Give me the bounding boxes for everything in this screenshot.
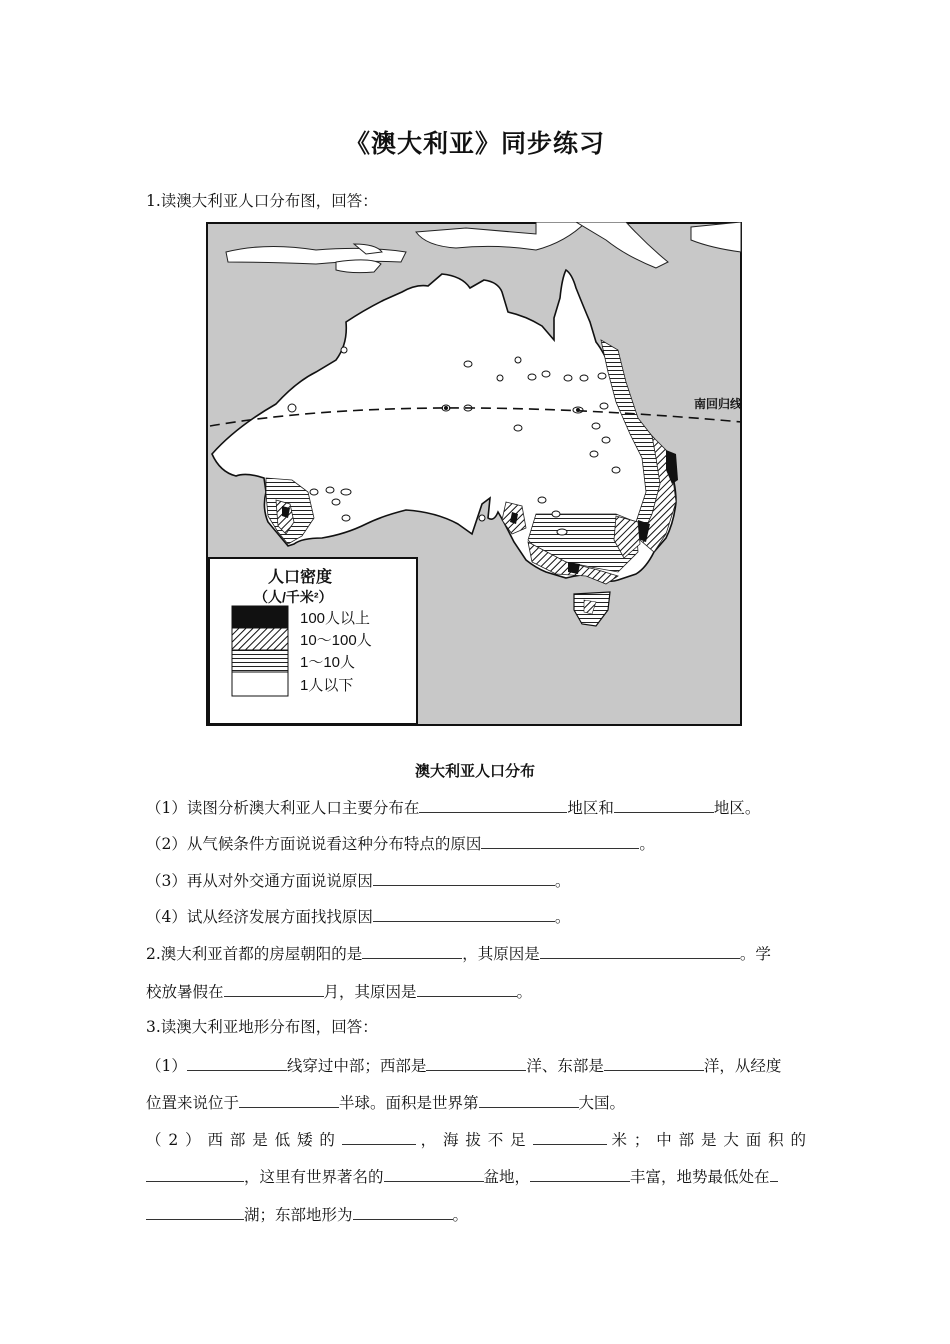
q1-sub1-text-b: 地区和 xyxy=(567,799,614,817)
legend-title: 人口密度 xyxy=(268,569,333,586)
q1-sub4-text-b: 。 xyxy=(554,908,571,926)
map-caption: 澳大利亚人口分布 xyxy=(414,762,535,780)
q1-sub3-text-b: 。 xyxy=(554,872,571,890)
q3-sub2-line2 xyxy=(146,1166,808,1187)
q1-sub2 xyxy=(146,833,808,854)
q2-text-a: 2.澳大利亚首都的房屋朝阳的是 xyxy=(146,945,363,963)
q3-sub2-line3 xyxy=(146,1204,808,1225)
answer-blank[interactable] xyxy=(479,1092,579,1108)
answer-blank[interactable] xyxy=(604,1055,704,1071)
q3-s2-text-h: 。 xyxy=(452,1206,469,1224)
answer-blank[interactable] xyxy=(373,906,555,922)
q1-sub4 xyxy=(146,906,808,927)
q3-s2-text-a: （2）西部是低矮的 xyxy=(146,1131,342,1149)
q2-text-b: ，其原因是 xyxy=(462,945,540,963)
answer-blank[interactable] xyxy=(146,1204,244,1220)
legend-item-medium: 10～100人 xyxy=(300,632,372,649)
question-3-stem: 3.读澳大利亚地形分布图，回答： xyxy=(146,1018,378,1036)
answer-blank[interactable] xyxy=(224,981,324,997)
answer-blank[interactable] xyxy=(481,833,639,849)
q3-sub1-line1 xyxy=(146,1055,808,1076)
q3-s2-text-b: ，海拔不足 xyxy=(415,1131,533,1149)
q3-s1-text-a: （1） xyxy=(146,1057,187,1075)
answer-blank[interactable] xyxy=(530,1166,630,1182)
q3-s1-text-c: 洋、东部是 xyxy=(526,1057,604,1075)
q1-sub2-text-b: 。 xyxy=(639,835,655,853)
q3-s1-text-g: 大国。 xyxy=(578,1094,626,1112)
q3-sub1-line2 xyxy=(146,1092,808,1113)
answer-blank[interactable] xyxy=(373,870,555,886)
answer-blank[interactable] xyxy=(533,1129,607,1145)
tropic-label: 南回归线 xyxy=(694,397,742,411)
q3-sub2-line1 xyxy=(146,1129,808,1150)
answer-blank[interactable] xyxy=(353,1204,453,1220)
answer-blank[interactable] xyxy=(417,981,517,997)
q3-s1-text-f: 半球。面积是世界第 xyxy=(339,1094,479,1112)
q1-sub1-text-a: （1）读图分析澳大利亚人口主要分布在 xyxy=(146,799,420,817)
answer-blank[interactable] xyxy=(384,1166,484,1182)
q1-sub1 xyxy=(146,797,808,818)
q1-sub4-text-a: （4）试从经济发展方面找找原因 xyxy=(146,908,373,926)
q2-text-c: 。学 xyxy=(739,945,771,963)
q1-sub2-text-a: （2）从气候条件方面说说看这种分布特点的原因 xyxy=(146,835,482,853)
q3-s2-text-f: 丰富，地势最低处在 xyxy=(630,1168,770,1186)
legend-item-low: 1～10人 xyxy=(300,654,356,671)
q3-s2-text-g: 湖；东部地形为 xyxy=(244,1206,353,1224)
legend-item-sparse: 1人以下 xyxy=(300,677,354,694)
q3-s1-text-e: 位置来说位于 xyxy=(146,1094,240,1112)
answer-blank[interactable] xyxy=(146,1166,244,1182)
answer-blank[interactable] xyxy=(419,797,567,813)
q3-s1-text-b: 线穿过中部；西部是 xyxy=(286,1057,427,1075)
answer-blank[interactable] xyxy=(770,1166,778,1182)
q1-sub1-text-c: 地区。 xyxy=(713,799,761,817)
q2-text-f: 。 xyxy=(516,983,533,1001)
q3-s2-text-c: 米；中部是大面积的 xyxy=(606,1131,808,1149)
q2-line2 xyxy=(146,981,808,1002)
q3-s2-text-d: ，这里有世界著名的 xyxy=(244,1168,384,1186)
population-map xyxy=(206,222,742,726)
answer-blank[interactable] xyxy=(540,943,740,959)
answer-blank[interactable] xyxy=(614,797,714,813)
q1-sub3 xyxy=(146,870,808,891)
q3-s2-text-e: 盆地， xyxy=(483,1168,531,1186)
q2-line1 xyxy=(146,943,808,964)
q2-text-e: 月，其原因是 xyxy=(323,983,417,1001)
answer-blank[interactable] xyxy=(342,1129,416,1145)
answer-blank[interactable] xyxy=(239,1092,339,1108)
answer-blank[interactable] xyxy=(426,1055,526,1071)
q2-text-d: 校放暑假在 xyxy=(146,983,224,1001)
legend-unit: （人/千米²） xyxy=(254,589,333,605)
page-title: 《澳大利亚》同步练习 xyxy=(344,129,605,158)
question-1-stem: 1.读澳大利亚人口分布图，回答： xyxy=(146,192,378,210)
q3-s1-text-d: 洋，从经度 xyxy=(703,1057,782,1075)
answer-blank[interactable] xyxy=(362,943,462,959)
q1-sub3-text-a: （3）再从对外交通方面说说原因 xyxy=(146,872,373,890)
legend-item-dense: 100人以上 xyxy=(300,610,371,627)
answer-blank[interactable] xyxy=(187,1055,287,1071)
